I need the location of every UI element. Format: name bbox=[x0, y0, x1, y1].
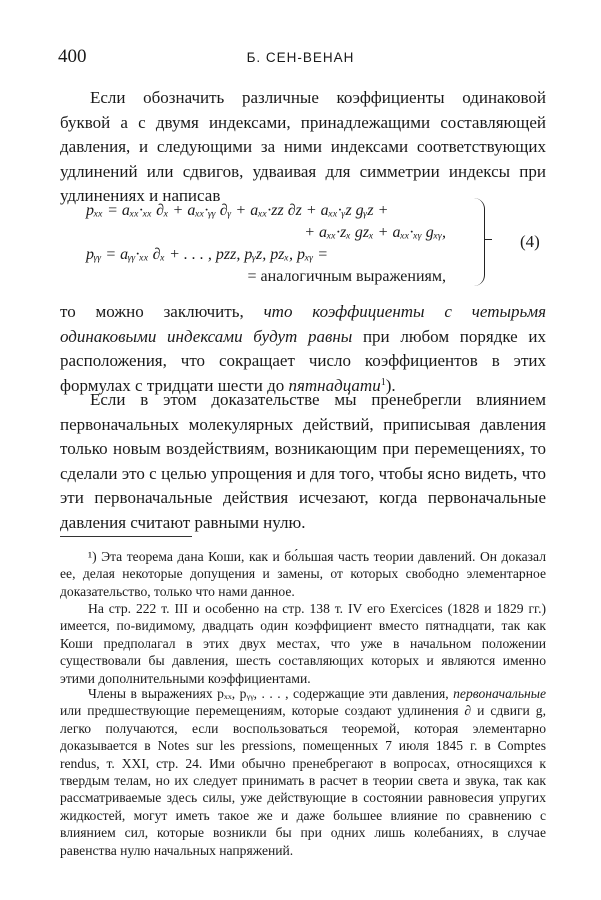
footnote-1: ¹) Эта теорема дана Коши, как и бо́льшая часть теории давлений. Он доказал ее, делая некоторые допущения и замены, от которых свободно элементарное доказательство, только что нами данное. bbox=[60, 549, 546, 599]
footnote-1-continued: На стр. 222 т. III и особенно на стр. 138 т. IV его Exercices (1828 и 1829 гг.) имеется, по-видимому, двадцать один коэффициент вместо пятнадцати, так как Коши предполагал в этих двух местах, что уже в начальном положении существовали бы давления, шесть составляющих которых и являются именно этими дополнительными коэффициентами. bbox=[60, 601, 546, 686]
paragraph-conclusion bbox=[60, 300, 546, 398]
footnote-1-terms bbox=[60, 685, 546, 859]
equation-brace bbox=[474, 198, 485, 286]
equation-line-3: pᵧᵧ = aᵧᵧ·ₓₓ ∂ₓ + . . . , pzz, pᵧz, pzₓ, pₓᵧ = bbox=[86, 246, 329, 263]
footnote-mark[interactable]: 1 bbox=[380, 376, 386, 388]
paragraph-intro: Если обозначить различные коэффициенты одинаковой буквой a с двумя индексами, принадлежащими составляющей давления, и следующими за ними индексами соответствующих удлинений или сдвигов, удваивая для симметрии индексы при удлинениях и написав bbox=[60, 88, 546, 205]
equation-number: (4) bbox=[520, 232, 540, 251]
footnote-terms-italic: первоначальные bbox=[453, 686, 546, 701]
footnote-terms-start: Члены в выражениях pₓₓ, pᵧᵧ, . . . , содержащие эти давления, bbox=[88, 686, 454, 701]
paragraph-conclusion-middle: при любом порядке их расположения, что сокращает число коэффициентов в этих формулах с тридцати шести до bbox=[60, 326, 546, 395]
page-number: 400 bbox=[58, 46, 87, 67]
paragraph-conclusion-italic-number: пятнадцати bbox=[288, 375, 381, 395]
footnote-terms-end: или предшествующие перемещениям, которые создают удлинения ∂ и сдвиги g, легко получаются, если воспользоваться теоремой, которая элементарно доказывается в Notes sur les pressions, помещенных 7 июля 1845 г. в Comptes rendus, т. XXI, стр. 24. Ими обычно пренебрегают в вопросах, относящихся к твердым телам, но их следует принимать в расчет в теории света и звука, так как рассматриваемые здесь силы, уже действующие в состоянии равновесия упругих жидкостей, могут иметь такое же и даже большее влияние по сравнению с влиянием сил, которые возникли бы при одних лишь колебаниях, в случае равенства нулю начальных напряжений. bbox=[60, 703, 546, 858]
equation-brace-tip bbox=[484, 239, 492, 240]
equation-line-2: + aₓₓ·zₓ gzₓ + aₓₓ·ₓᵧ gₓᵧ, bbox=[304, 224, 446, 241]
footnote-divider bbox=[60, 536, 192, 537]
equation-block bbox=[86, 200, 446, 288]
paragraph-molecular-actions: Если в этом доказательстве мы пренебрегли влиянием первоначальных молекулярных действий, приписывая давления только новым воздействиям, возникающим при перемещениях, то сделали это с целью упрощения и для того, чтобы ясно видеть, что эти первоначальные действия исчезают, когда первоначальные давления считают равными нулю. bbox=[60, 390, 546, 532]
paragraph-conclusion-end: ). bbox=[385, 375, 396, 395]
equation-line-1: pₓₓ = aₓₓ·ₓₓ ∂ₓ + aₓₓ·ᵧᵧ ∂ᵧ + aₓₓ·zz ∂z + aₓₓ·ᵧz gᵧz + bbox=[86, 202, 389, 219]
paragraph-conclusion-italic-claim: что коэффициенты с четырьмя одинаковыми индексами будут равны bbox=[60, 302, 546, 346]
equation-line-4: = аналогичным выражениям, bbox=[247, 268, 446, 285]
running-head: Б. СЕН-ВЕНАН bbox=[246, 50, 355, 65]
paragraph-conclusion-start: то можно заключить, bbox=[60, 302, 264, 321]
